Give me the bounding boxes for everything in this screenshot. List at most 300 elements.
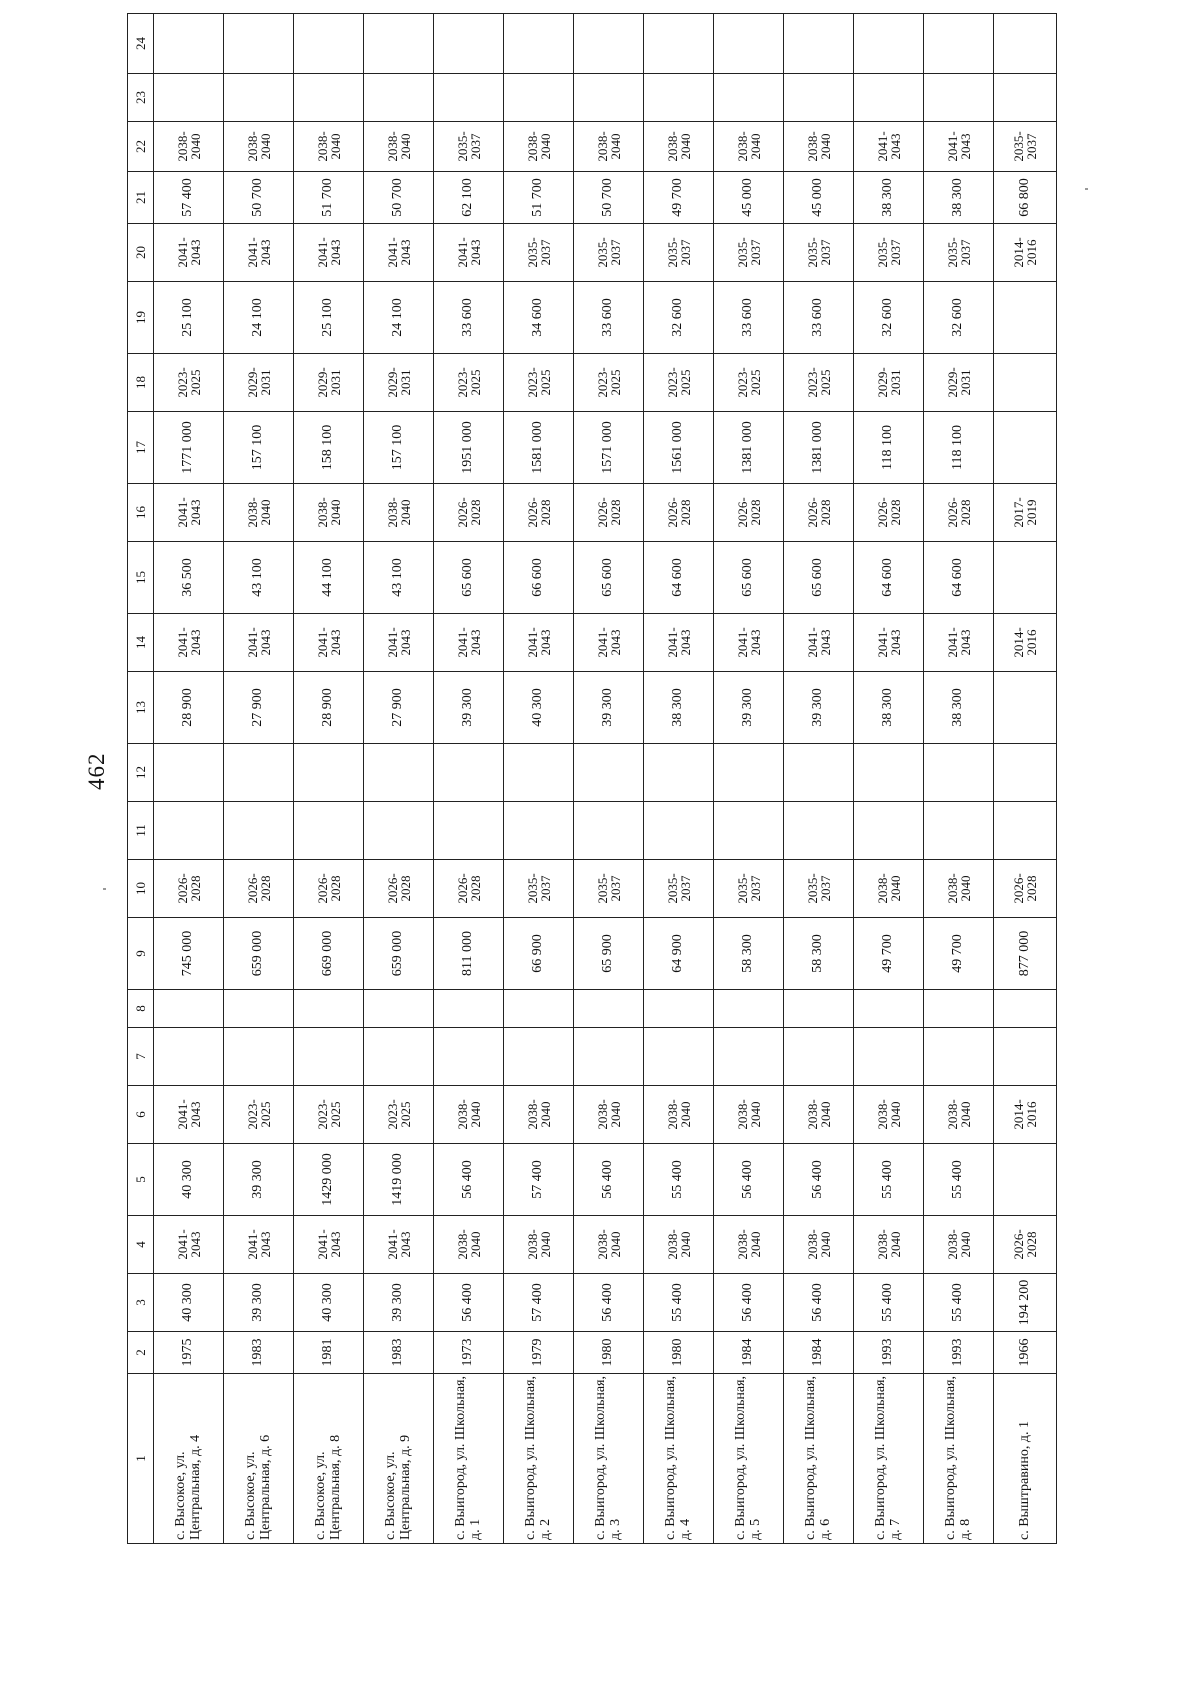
period-cell: 2038-2040 — [504, 1086, 574, 1144]
column-header-1: 1 — [128, 1374, 154, 1544]
column-header-18: 18 — [128, 354, 154, 412]
period-cell: 2038-2040 — [434, 1216, 504, 1274]
address-cell: с. Выигород, ул. Школьная, д. 3 — [574, 1374, 644, 1544]
period-cell: 2041-2043 — [574, 614, 644, 672]
value-cell: 55 400 — [924, 1274, 994, 1332]
value-cell — [574, 802, 644, 860]
period-cell: 2038-2040 — [294, 484, 364, 542]
period-cell: 2023-2025 — [224, 1086, 294, 1144]
value-cell — [294, 14, 364, 74]
column-header-8: 8 — [128, 990, 154, 1028]
period-cell: 2026-2028 — [154, 860, 224, 918]
value-cell: 118 100 — [924, 412, 994, 484]
table-body — [154, 14, 1057, 1544]
value-cell — [994, 990, 1057, 1028]
period-cell: 2041-2043 — [294, 614, 364, 672]
value-cell: 24 100 — [224, 282, 294, 354]
period-cell: 2026-2028 — [714, 484, 784, 542]
value-cell — [364, 802, 434, 860]
value-cell — [784, 802, 854, 860]
value-cell: 1979 — [504, 1332, 574, 1374]
period-cell: 2035-2037 — [714, 224, 784, 282]
value-cell — [154, 990, 224, 1028]
period-cell: 2035-2037 — [714, 860, 784, 918]
value-cell: 55 400 — [854, 1144, 924, 1216]
address-cell: с. Высокое, ул. Центральная, д. 8 — [294, 1374, 364, 1544]
value-cell: 669 000 — [294, 918, 364, 990]
period-cell: 2035-2037 — [504, 224, 574, 282]
value-cell: 39 300 — [224, 1274, 294, 1332]
value-cell: 65 600 — [784, 542, 854, 614]
value-cell — [714, 1028, 784, 1086]
value-cell — [854, 990, 924, 1028]
table-row — [574, 14, 644, 1544]
value-cell: 64 600 — [924, 542, 994, 614]
value-cell: 56 400 — [574, 1274, 644, 1332]
period-cell: 2023-2025 — [644, 354, 714, 412]
address-cell: с. Высокое, ул. Центральная, д. 4 — [154, 1374, 224, 1544]
value-cell — [924, 74, 994, 122]
value-cell: 811 000 — [434, 918, 504, 990]
value-cell: 1981 — [294, 1332, 364, 1374]
value-cell: 38 300 — [644, 672, 714, 744]
period-cell: 2029-2031 — [364, 354, 434, 412]
period-cell: 2041-2043 — [924, 122, 994, 172]
value-cell — [644, 744, 714, 802]
period-cell: 2035-2037 — [994, 122, 1057, 172]
value-cell: 65 900 — [574, 918, 644, 990]
value-cell: 55 400 — [644, 1274, 714, 1332]
period-cell: 2041-2043 — [154, 224, 224, 282]
period-cell: 2026-2028 — [504, 484, 574, 542]
value-cell: 1983 — [364, 1332, 434, 1374]
period-cell: 2038-2040 — [504, 122, 574, 172]
address-cell: с. Выигород, ул. Школьная, д. 7 — [854, 1374, 924, 1544]
value-cell — [994, 542, 1057, 614]
value-cell: 57 400 — [504, 1144, 574, 1216]
period-cell: 2014-2016 — [994, 614, 1057, 672]
value-cell — [434, 744, 504, 802]
column-header-13: 13 — [128, 672, 154, 744]
period-cell: 2023-2025 — [434, 354, 504, 412]
value-cell: 64 600 — [644, 542, 714, 614]
column-header-10: 10 — [128, 860, 154, 918]
period-cell: 2038-2040 — [294, 122, 364, 172]
value-cell: 157 100 — [364, 412, 434, 484]
value-cell — [434, 14, 504, 74]
value-cell: 62 100 — [434, 172, 504, 224]
value-cell: 34 600 — [504, 282, 574, 354]
column-header-11: 11 — [128, 802, 154, 860]
column-number-row — [128, 14, 154, 1544]
value-cell: 51 700 — [504, 172, 574, 224]
column-header-12: 12 — [128, 744, 154, 802]
period-cell: 2038-2040 — [714, 1086, 784, 1144]
period-cell: 2038-2040 — [574, 1216, 644, 1274]
value-cell — [994, 802, 1057, 860]
value-cell: 39 300 — [574, 672, 644, 744]
value-cell: 57 400 — [154, 172, 224, 224]
period-cell: 2041-2043 — [854, 122, 924, 172]
value-cell — [504, 1028, 574, 1086]
address-cell: с. Выигород, ул. Школьная, д. 8 — [924, 1374, 994, 1544]
value-cell — [364, 1028, 434, 1086]
value-cell: 33 600 — [784, 282, 854, 354]
value-cell — [924, 14, 994, 74]
value-cell — [644, 802, 714, 860]
value-cell — [434, 990, 504, 1028]
value-cell — [574, 74, 644, 122]
table-row — [854, 14, 924, 1544]
address-cell: с. Высокое, ул. Центральная, д. 9 — [364, 1374, 434, 1544]
value-cell: 58 300 — [784, 918, 854, 990]
value-cell — [644, 1028, 714, 1086]
period-cell: 2041-2043 — [434, 224, 504, 282]
period-cell: 2023-2025 — [154, 354, 224, 412]
column-header-2: 2 — [128, 1332, 154, 1374]
value-cell — [994, 412, 1057, 484]
period-cell: 2014-2016 — [994, 1086, 1057, 1144]
value-cell: 28 900 — [294, 672, 364, 744]
value-cell — [364, 990, 434, 1028]
value-cell: 39 300 — [434, 672, 504, 744]
column-header-24: 24 — [128, 14, 154, 74]
period-cell: 2038-2040 — [364, 484, 434, 542]
period-cell: 2026-2028 — [994, 860, 1057, 918]
period-cell: 2038-2040 — [784, 1216, 854, 1274]
value-cell — [574, 1028, 644, 1086]
period-cell: 2041-2043 — [154, 1086, 224, 1144]
address-cell: с. Выигород, ул. Школьная, д. 1 — [434, 1374, 504, 1544]
column-header-4: 4 — [128, 1216, 154, 1274]
value-cell — [644, 14, 714, 74]
value-cell: 56 400 — [714, 1274, 784, 1332]
period-cell: 2038-2040 — [784, 122, 854, 172]
value-cell: 44 100 — [294, 542, 364, 614]
period-cell: 2038-2040 — [224, 484, 294, 542]
value-cell: 25 100 — [154, 282, 224, 354]
value-cell — [154, 14, 224, 74]
value-cell — [434, 802, 504, 860]
period-cell: 2035-2037 — [434, 122, 504, 172]
value-cell — [504, 74, 574, 122]
table-row — [924, 14, 994, 1544]
value-cell: 36 500 — [154, 542, 224, 614]
value-cell: 55 400 — [854, 1274, 924, 1332]
value-cell: 1984 — [714, 1332, 784, 1374]
value-cell: 158 100 — [294, 412, 364, 484]
value-cell: 28 900 — [154, 672, 224, 744]
value-cell: 43 100 — [224, 542, 294, 614]
table-row — [294, 14, 364, 1544]
value-cell — [504, 990, 574, 1028]
value-cell: 1975 — [154, 1332, 224, 1374]
value-cell: 1771 000 — [154, 412, 224, 484]
value-cell: 55 400 — [924, 1144, 994, 1216]
value-cell — [854, 1028, 924, 1086]
period-cell: 2026-2028 — [294, 860, 364, 918]
value-cell: 58 300 — [714, 918, 784, 990]
value-cell: 32 600 — [854, 282, 924, 354]
value-cell: 1993 — [924, 1332, 994, 1374]
period-cell: 2038-2040 — [714, 1216, 784, 1274]
period-cell: 2038-2040 — [924, 1086, 994, 1144]
value-cell: 1951 000 — [434, 412, 504, 484]
value-cell: 38 300 — [924, 172, 994, 224]
value-cell — [854, 74, 924, 122]
value-cell — [924, 802, 994, 860]
column-header-19: 19 — [128, 282, 154, 354]
value-cell: 65 600 — [574, 542, 644, 614]
value-cell: 1381 000 — [714, 412, 784, 484]
value-cell: 49 700 — [644, 172, 714, 224]
period-cell: 2035-2037 — [574, 860, 644, 918]
period-cell: 2041-2043 — [224, 614, 294, 672]
value-cell: 64 900 — [644, 918, 714, 990]
value-cell: 43 100 — [364, 542, 434, 614]
address-cell: с. Выигород, ул. Школьная, д. 6 — [784, 1374, 854, 1544]
period-cell: 2038-2040 — [504, 1216, 574, 1274]
period-cell: 2026-2028 — [434, 860, 504, 918]
value-cell — [644, 74, 714, 122]
value-cell: 50 700 — [364, 172, 434, 224]
value-cell: 40 300 — [154, 1144, 224, 1216]
value-cell: 1429 000 — [294, 1144, 364, 1216]
value-cell — [714, 74, 784, 122]
value-cell: 56 400 — [434, 1274, 504, 1332]
value-cell — [154, 744, 224, 802]
value-cell: 194 200 — [994, 1274, 1057, 1332]
period-cell: 2035-2037 — [644, 860, 714, 918]
table-row — [994, 14, 1057, 1544]
value-cell: 56 400 — [574, 1144, 644, 1216]
period-cell: 2026-2028 — [574, 484, 644, 542]
column-header-22: 22 — [128, 122, 154, 172]
column-header-5: 5 — [128, 1144, 154, 1216]
column-header-23: 23 — [128, 74, 154, 122]
period-cell: 2038-2040 — [644, 1086, 714, 1144]
period-cell: 2041-2043 — [644, 614, 714, 672]
column-header-21: 21 — [128, 172, 154, 224]
value-cell — [224, 990, 294, 1028]
address-cell: с. Выигород, ул. Школьная, д. 5 — [714, 1374, 784, 1544]
value-cell: 745 000 — [154, 918, 224, 990]
value-cell: 51 700 — [294, 172, 364, 224]
value-cell: 39 300 — [224, 1144, 294, 1216]
column-header-6: 6 — [128, 1086, 154, 1144]
value-cell — [294, 744, 364, 802]
value-cell: 1381 000 — [784, 412, 854, 484]
value-cell — [994, 1144, 1057, 1216]
value-cell — [574, 990, 644, 1028]
period-cell: 2026-2028 — [784, 484, 854, 542]
value-cell: 659 000 — [364, 918, 434, 990]
value-cell: 33 600 — [714, 282, 784, 354]
period-cell: 2041-2043 — [784, 614, 854, 672]
period-cell: 2035-2037 — [924, 224, 994, 282]
value-cell — [784, 14, 854, 74]
value-cell: 1571 000 — [574, 412, 644, 484]
value-cell: 32 600 — [644, 282, 714, 354]
period-cell: 2041-2043 — [504, 614, 574, 672]
period-cell: 2035-2037 — [784, 860, 854, 918]
value-cell: 877 000 — [994, 918, 1057, 990]
period-cell: 2038-2040 — [924, 860, 994, 918]
value-cell — [644, 990, 714, 1028]
value-cell — [924, 990, 994, 1028]
period-cell: 2023-2025 — [574, 354, 644, 412]
value-cell — [154, 1028, 224, 1086]
period-cell: 2023-2025 — [294, 1086, 364, 1144]
period-cell: 2041-2043 — [924, 614, 994, 672]
period-cell: 2029-2031 — [224, 354, 294, 412]
period-cell: 2029-2031 — [854, 354, 924, 412]
value-cell: 1581 000 — [504, 412, 574, 484]
address-cell: с. Выигород, ул. Школьная, д. 2 — [504, 1374, 574, 1544]
value-cell: 25 100 — [294, 282, 364, 354]
value-cell — [364, 74, 434, 122]
value-cell — [434, 74, 504, 122]
value-cell — [434, 1028, 504, 1086]
value-cell — [364, 14, 434, 74]
period-cell: 2041-2043 — [294, 1216, 364, 1274]
value-cell — [224, 74, 294, 122]
rotated-table-wrapper — [127, 37, 1057, 1544]
value-cell: 66 600 — [504, 542, 574, 614]
value-cell — [994, 1028, 1057, 1086]
value-cell: 38 300 — [854, 172, 924, 224]
value-cell: 1561 000 — [644, 412, 714, 484]
value-cell — [224, 1028, 294, 1086]
column-header-15: 15 — [128, 542, 154, 614]
value-cell: 1984 — [784, 1332, 854, 1374]
value-cell: 50 700 — [224, 172, 294, 224]
value-cell: 40 300 — [154, 1274, 224, 1332]
value-cell — [854, 802, 924, 860]
value-cell — [154, 802, 224, 860]
period-cell: 2041-2043 — [294, 224, 364, 282]
value-cell: 56 400 — [784, 1144, 854, 1216]
value-cell — [224, 14, 294, 74]
value-cell — [994, 354, 1057, 412]
value-cell — [924, 744, 994, 802]
period-cell: 2026-2028 — [994, 1216, 1057, 1274]
value-cell — [154, 74, 224, 122]
column-header-14: 14 — [128, 614, 154, 672]
period-cell: 2038-2040 — [224, 122, 294, 172]
value-cell: 33 600 — [574, 282, 644, 354]
table-row — [784, 14, 854, 1544]
column-header-17: 17 — [128, 412, 154, 484]
period-cell: 2026-2028 — [644, 484, 714, 542]
value-cell: 66 800 — [994, 172, 1057, 224]
value-cell: 56 400 — [714, 1144, 784, 1216]
value-cell — [854, 14, 924, 74]
value-cell — [994, 14, 1057, 74]
period-cell: 2041-2043 — [154, 1216, 224, 1274]
table-row — [434, 14, 504, 1544]
period-cell: 2014-2016 — [994, 224, 1057, 282]
period-cell: 2041-2043 — [434, 614, 504, 672]
period-cell: 2038-2040 — [434, 1086, 504, 1144]
value-cell — [294, 802, 364, 860]
value-cell — [364, 744, 434, 802]
value-cell — [224, 802, 294, 860]
period-cell: 2041-2043 — [714, 614, 784, 672]
period-cell: 2038-2040 — [644, 122, 714, 172]
period-cell: 2026-2028 — [854, 484, 924, 542]
value-cell: 157 100 — [224, 412, 294, 484]
value-cell — [294, 74, 364, 122]
value-cell — [784, 990, 854, 1028]
period-cell: 2026-2028 — [364, 860, 434, 918]
value-cell: 45 000 — [714, 172, 784, 224]
period-cell: 2023-2025 — [504, 354, 574, 412]
address-cell: с. Выштравино, д. 1 — [994, 1374, 1057, 1544]
value-cell: 1973 — [434, 1332, 504, 1374]
period-cell: 2026-2028 — [924, 484, 994, 542]
period-cell: 2041-2043 — [364, 224, 434, 282]
value-cell: 24 100 — [364, 282, 434, 354]
value-cell — [224, 744, 294, 802]
period-cell: 2029-2031 — [294, 354, 364, 412]
period-cell: 2035-2037 — [784, 224, 854, 282]
value-cell: 1966 — [994, 1332, 1057, 1374]
table-row — [644, 14, 714, 1544]
period-cell: 2023-2025 — [714, 354, 784, 412]
period-cell: 2041-2043 — [154, 614, 224, 672]
period-cell: 2035-2037 — [574, 224, 644, 282]
value-cell: 27 900 — [364, 672, 434, 744]
period-cell: 2041-2043 — [224, 224, 294, 282]
period-cell: 2035-2037 — [644, 224, 714, 282]
repair-schedule-table — [127, 13, 1057, 1544]
column-header-9: 9 — [128, 918, 154, 990]
value-cell: 56 400 — [434, 1144, 504, 1216]
value-cell: 118 100 — [854, 412, 924, 484]
period-cell: 2035-2037 — [504, 860, 574, 918]
value-cell: 1419 000 — [364, 1144, 434, 1216]
period-cell: 2023-2025 — [364, 1086, 434, 1144]
value-cell: 1983 — [224, 1332, 294, 1374]
period-cell: 2038-2040 — [574, 1086, 644, 1144]
value-cell: 39 300 — [364, 1274, 434, 1332]
value-cell: 1993 — [854, 1332, 924, 1374]
period-cell: 2041-2043 — [364, 614, 434, 672]
value-cell: 38 300 — [924, 672, 994, 744]
period-cell: 2038-2040 — [854, 1216, 924, 1274]
value-cell: 65 600 — [434, 542, 504, 614]
value-cell: 64 600 — [854, 542, 924, 614]
value-cell — [574, 744, 644, 802]
table-row — [224, 14, 294, 1544]
period-cell: 2029-2031 — [924, 354, 994, 412]
period-cell: 2041-2043 — [224, 1216, 294, 1274]
value-cell: 27 900 — [224, 672, 294, 744]
column-header-3: 3 — [128, 1274, 154, 1332]
value-cell — [504, 744, 574, 802]
value-cell — [924, 1028, 994, 1086]
value-cell — [994, 744, 1057, 802]
value-cell: 49 700 — [854, 918, 924, 990]
value-cell: 65 600 — [714, 542, 784, 614]
scan-speck — [1085, 188, 1088, 190]
period-cell: 2038-2040 — [854, 1086, 924, 1144]
value-cell — [714, 14, 784, 74]
value-cell — [504, 802, 574, 860]
period-cell: 2038-2040 — [924, 1216, 994, 1274]
period-cell: 2041-2043 — [854, 614, 924, 672]
